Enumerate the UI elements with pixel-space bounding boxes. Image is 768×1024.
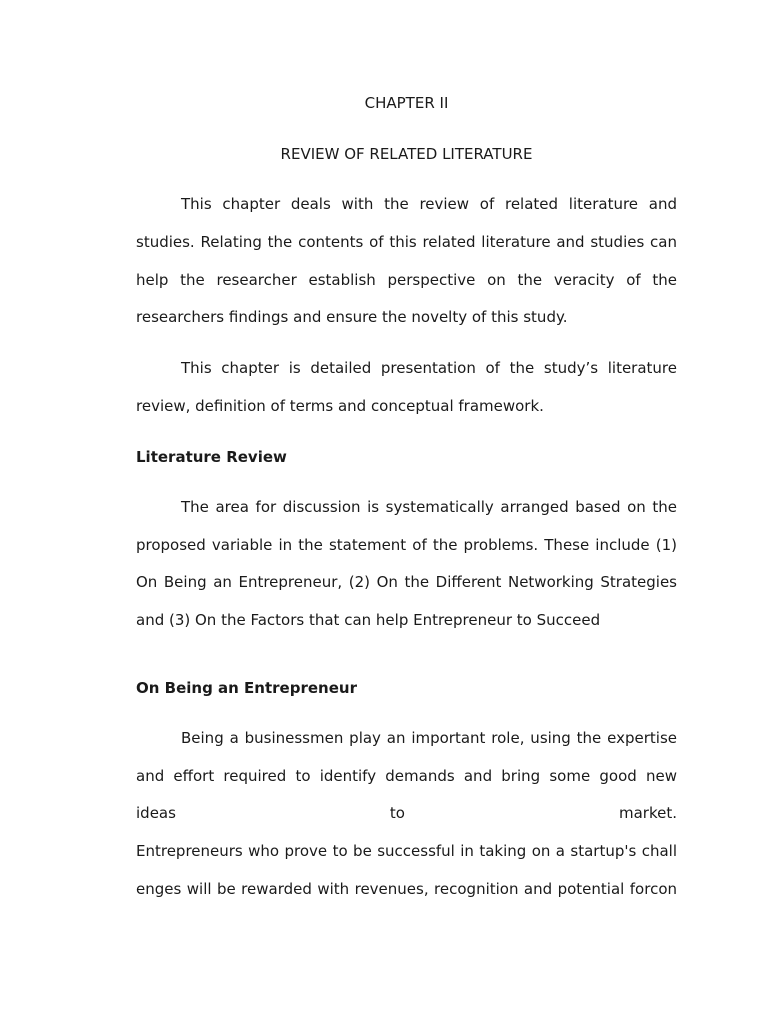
word: ideas	[136, 804, 176, 822]
paragraph-line: The area for discussion is systematically arranged based on the	[181, 498, 677, 516]
chapter-number: CHAPTER II	[364, 94, 449, 112]
paragraph-line: studies. Relating the contents of this related literature and studies can	[136, 233, 677, 251]
paragraph-line: researchers findings and ensure the novelty of this study.	[136, 308, 568, 326]
paragraph-line-spread	[136, 803, 677, 823]
paragraph-line: review, definition of terms and conceptual framework.	[136, 397, 544, 415]
paragraph-line: proposed variable in the statement of the problems. These include (1)	[136, 536, 677, 554]
paragraph-line: On Being an Entrepreneur, (2) On the Different Networking Strategies	[136, 573, 677, 591]
word: market.	[618, 804, 677, 822]
section-heading-entrepreneur: On Being an Entrepreneur	[136, 679, 357, 697]
paragraph-line: Entrepreneurs who prove to be successful in taking on a startup's chall	[136, 842, 677, 860]
word: to	[389, 804, 405, 822]
paragraph-line: help the researcher establish perspective on the veracity of the	[136, 271, 677, 289]
section-heading-literature-review: Literature Review	[136, 448, 287, 466]
paragraph-line: Being a businessmen play an important role, using the expertise	[181, 729, 677, 747]
paragraph-line: and (3) On the Factors that can help Entrepreneur to Succeed	[136, 611, 601, 629]
paragraph-line: This chapter is detailed presentation of the study’s literature	[181, 359, 677, 377]
paragraph-line: This chapter deals with the review of related literature and	[181, 195, 677, 213]
paragraph-line: enges will be rewarded with revenues, recognition and potential forcon	[136, 880, 677, 898]
chapter-title: REVIEW OF RELATED LITERATURE	[280, 145, 533, 163]
paragraph-line: and effort required to identify demands and bring some good new	[136, 767, 677, 785]
